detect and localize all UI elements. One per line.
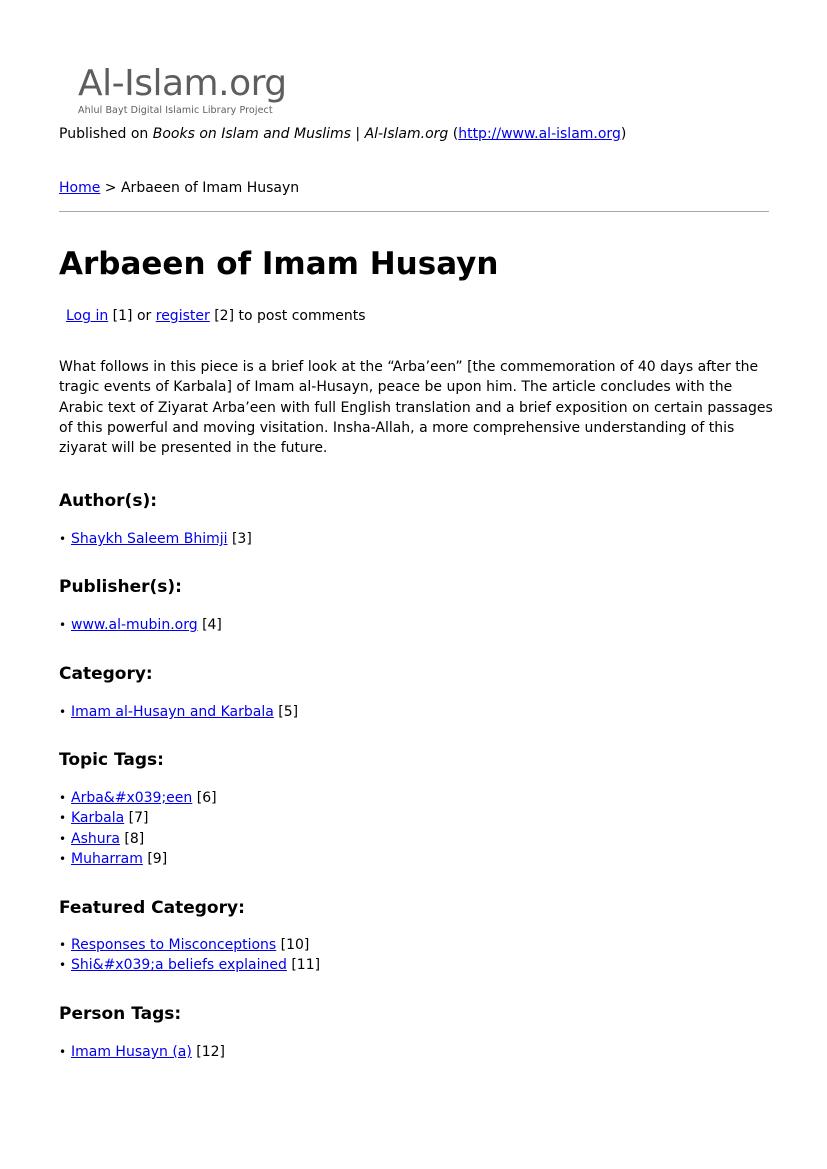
topic-tag-link[interactable]: Karbala: [71, 810, 125, 827]
bullet: •: [59, 618, 67, 632]
url-close-paren: ): [620, 126, 627, 142]
comments-suffix: to post comments: [238, 308, 366, 324]
bullet: •: [59, 705, 67, 719]
list-item: [59, 615, 222, 635]
list-item: [59, 955, 320, 975]
authors-heading: Author(s):: [59, 491, 158, 511]
reference-number: [11]: [291, 957, 321, 974]
or-text: or: [136, 308, 152, 324]
category-list: [59, 702, 298, 722]
reference-number: [10]: [280, 937, 310, 953]
register-link[interactable]: register: [155, 308, 210, 324]
reference-number: [12]: [196, 1044, 226, 1060]
header-divider: [59, 211, 769, 212]
url-open-paren: (: [452, 126, 459, 142]
breadcrumb-separator: >: [104, 180, 117, 196]
login-ref: [1]: [112, 308, 133, 324]
featured-category-heading: Featured Category:: [59, 898, 245, 918]
topic-tags-heading: Topic Tags:: [59, 750, 164, 770]
list-item: [59, 808, 217, 828]
list-item: [59, 529, 252, 549]
list-item: [59, 702, 298, 722]
topic-tags-list: [59, 788, 217, 869]
breadcrumb: [59, 179, 299, 197]
publishers-heading: Publisher(s):: [59, 577, 182, 597]
bullet: •: [59, 532, 67, 546]
list-item: [59, 935, 320, 955]
logo-wordmark: Al-Islam.org: [78, 63, 287, 104]
bullet: •: [59, 791, 67, 805]
featured-category-list: [59, 935, 320, 976]
register-ref: [2]: [214, 308, 235, 324]
reference-number: [8]: [124, 830, 145, 847]
published-prefix: Published on: [59, 126, 149, 142]
bullet: •: [59, 851, 67, 866]
site-logo: [78, 64, 318, 120]
reference-number: [5]: [278, 704, 299, 720]
published-on-line: [59, 125, 626, 143]
reference-number: [9]: [147, 850, 168, 867]
topic-tag-link[interactable]: Arba&#x039;een: [71, 790, 193, 806]
breadcrumb-current: Arbaeen of Imam Husayn: [120, 180, 300, 196]
featured-category-link[interactable]: Responses to Misconceptions: [71, 937, 277, 953]
comments-notice: [66, 307, 366, 325]
reference-number: [4]: [202, 617, 222, 633]
article-summary: What follows in this piece is a brief look at the “Arba’een” [the commemoration of 40 days after the tragic events of Karbala] of Imam al-Husayn, peace be upon him. The article concludes with the Arabic text of Ziyarat Arba’een with full English translation and a brief exposition on certain passages of this powerful and moving visitation. Insha-Allah, a more comprehensive understanding of this ziyarat will be presented in the future.: [59, 359, 773, 457]
authors-list: [59, 529, 252, 549]
bullet: •: [59, 831, 67, 846]
person-tags-heading: Person Tags:: [59, 1004, 182, 1024]
topic-tag-link[interactable]: Ashura: [71, 830, 120, 847]
list-item: [59, 849, 217, 869]
bullet: •: [59, 938, 67, 952]
category-heading: Category:: [59, 664, 153, 684]
category-link[interactable]: Imam al-Husayn and Karbala: [71, 704, 274, 720]
site-url-link[interactable]: http://www.al-islam.org: [458, 126, 621, 142]
breadcrumb-home-link[interactable]: Home: [59, 180, 101, 196]
login-link[interactable]: Log in: [66, 308, 109, 324]
list-item: [59, 788, 217, 808]
bullet: •: [59, 958, 67, 973]
logo-tagline: Ahlul Bayt Digital Islamic Library Project: [78, 105, 273, 116]
author-link[interactable]: Shaykh Saleem Bhimji: [71, 531, 228, 547]
person-tag-link[interactable]: Imam Husayn (a): [71, 1044, 192, 1060]
topic-tag-link[interactable]: Muharram: [71, 850, 143, 867]
bullet: •: [59, 1045, 67, 1059]
bullet: •: [59, 811, 67, 826]
person-tags-list: [59, 1042, 225, 1062]
list-item: [59, 1042, 225, 1062]
site-name: Books on Islam and Muslims | Al-Islam.org: [152, 126, 449, 142]
reference-number: [3]: [231, 531, 252, 547]
reference-number: [6]: [196, 790, 217, 806]
page-title: Arbaeen of Imam Husayn: [59, 246, 499, 282]
publisher-link[interactable]: www.al-mubin.org: [71, 617, 198, 633]
list-item: [59, 829, 217, 849]
publishers-list: [59, 615, 222, 635]
reference-number: [7]: [128, 810, 149, 827]
featured-category-link[interactable]: Shi&#x039;a beliefs explained: [71, 957, 287, 974]
